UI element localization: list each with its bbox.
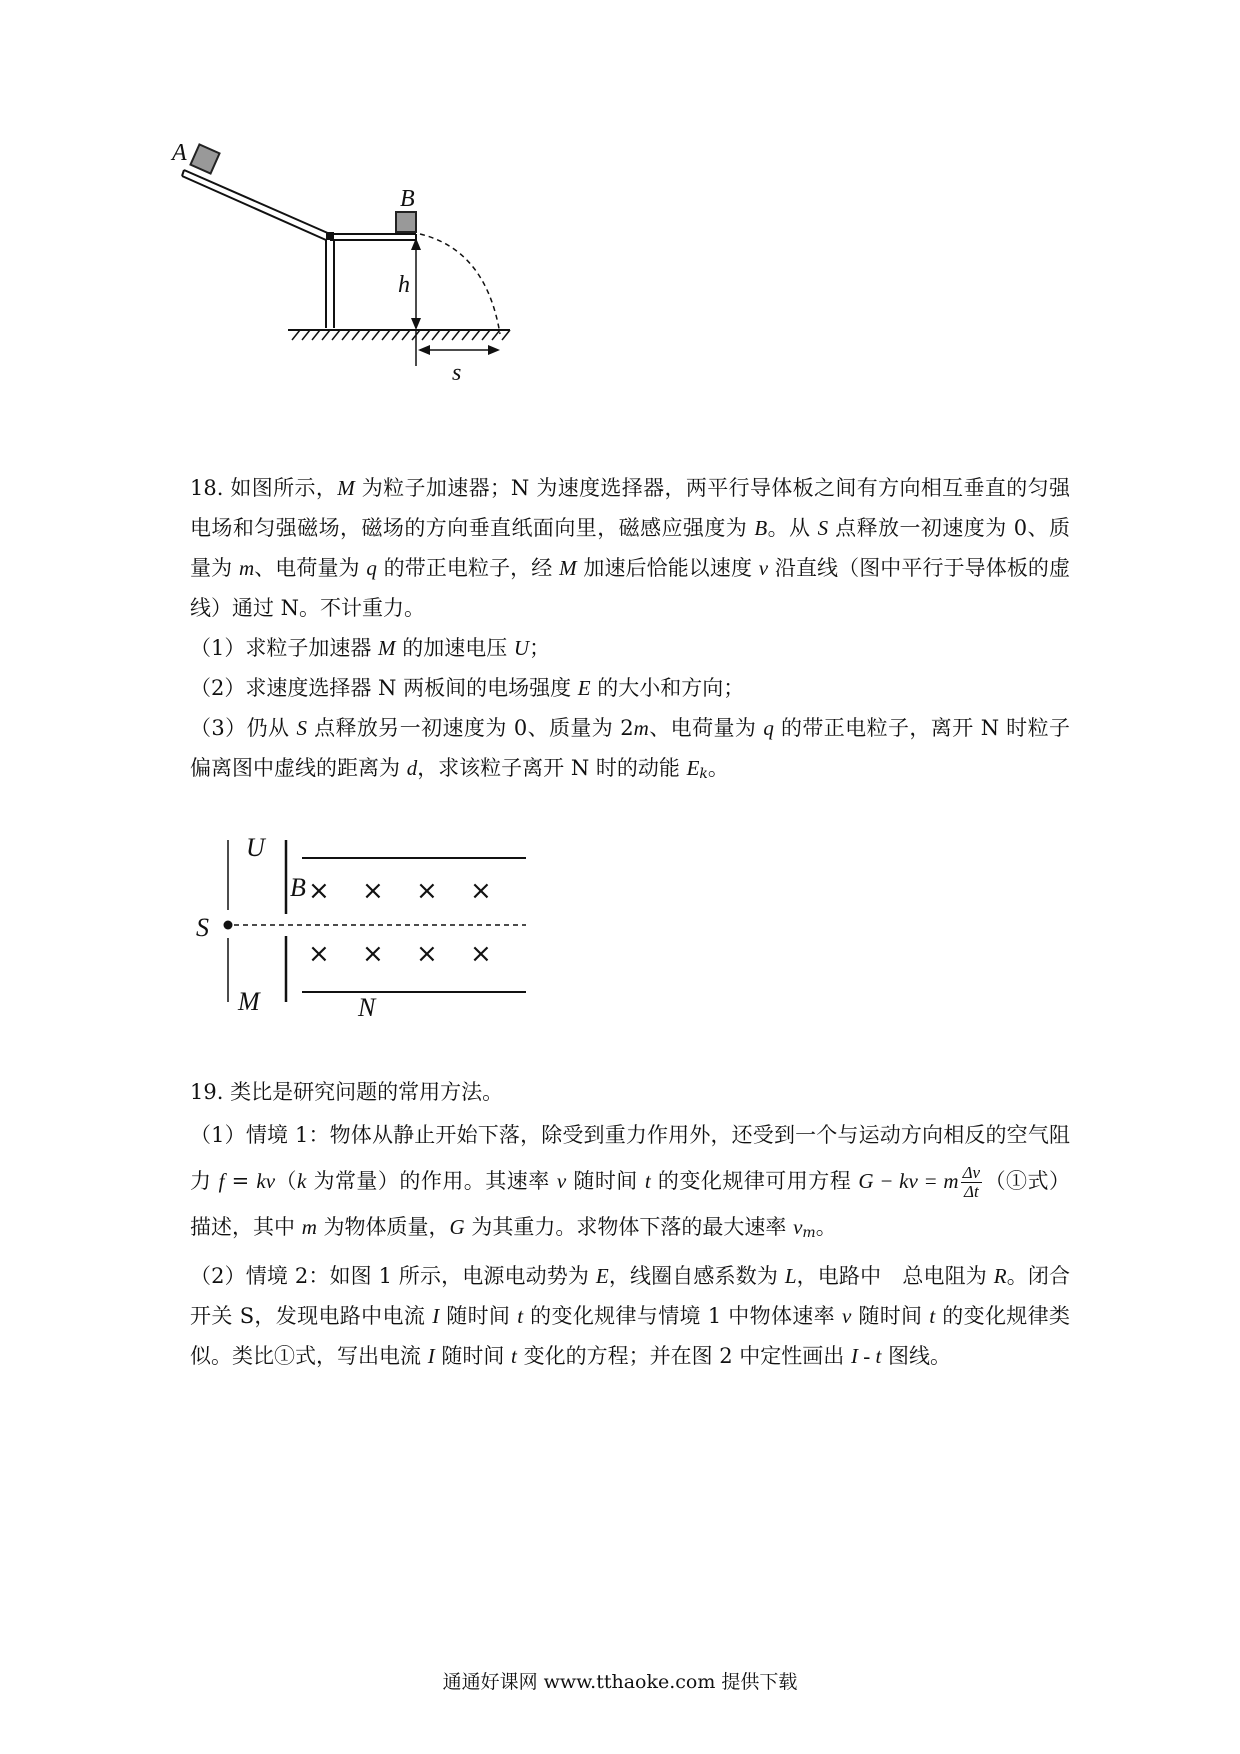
field-cross: × bbox=[308, 876, 330, 906]
velocity-selector-figure bbox=[190, 826, 550, 1032]
field-cross: × bbox=[470, 876, 492, 906]
q18-part-1: （1）求粒子加速器 M 的加速电压 U； bbox=[190, 636, 551, 660]
field-cross: × bbox=[416, 876, 438, 906]
page-footer: 通通好课网 www.tthaoke.com 提供下载 bbox=[442, 1671, 798, 1693]
question-18 bbox=[190, 468, 1070, 794]
ramp-projectile-figure bbox=[170, 130, 590, 420]
label-b: B bbox=[400, 186, 415, 212]
question-19 bbox=[190, 1072, 1070, 1376]
field-cross: × bbox=[362, 939, 384, 969]
label-h: h bbox=[398, 272, 410, 298]
q19-part-1: （1）情境 1：物体从静止开始下落，除受到重力作用外，还受到一个与运动方向相反的空气阻力 f = kv（k 为常量）的作用。其速率 v 随时间 t 的变化规律可用方程 G − kv = m $\frac{\Delta v}{\Delta t}$ （①式）描述，其中 m 为物体质量，G 为其重力。求物体下落的最大速率 vm。 bbox=[190, 1123, 1070, 1241]
q19-part-2: （2）情境 2：如图 1 所示，电源电动势为 E，线圈自感系数为 L，电路中 总电阻为 R。闭合开关 S，发现电路中电流 I 随时间 t 的变化规律与情境 1 中物体速率 v 随时间 t 的变化规律类似。类比①式，写出电流 I 随时间 t 变化的方程；并在图 2 中定性画出 I - t 图线。 bbox=[190, 1264, 1070, 1368]
q19-stem: 19. 类比是研究问题的常用方法。 bbox=[190, 1080, 504, 1104]
field-cross: × bbox=[362, 876, 384, 906]
q18-part-3: （3）仍从 S 点释放另一初速度为 0、质量为 2m、电荷量为 q 的带正电粒子，离开 N 时粒子偏离图中虚线的距离为 d，求该粒子离开 N 时的动能 Ek。 bbox=[190, 716, 1070, 782]
fraction-dv-dt: $\frac{\Delta v}{\Delta t}$ bbox=[962, 1163, 981, 1201]
label-s: s bbox=[452, 360, 462, 386]
q18-stem: 18. 如图所示，M 为粒子加速器；N 为速度选择器，两平行导体板之间有方向相互垂直的匀强电场和匀强磁场，磁场的方向垂直纸面向里，磁感应强度为 B。从 S 点释放一初速度为 0、质量为 m、电荷量为 q 的带正电粒子，经 M 加速后恰能以速度 v 沿直线（图中平行于导体板的虚线）通过 N。不计重力。 bbox=[190, 476, 1070, 620]
label-a: A bbox=[172, 140, 187, 166]
label-m: M bbox=[238, 987, 260, 1016]
label-n: N bbox=[358, 993, 376, 1022]
label-s: S bbox=[196, 913, 209, 942]
label-b: B bbox=[290, 873, 306, 902]
field-cross: × bbox=[470, 939, 492, 969]
field-cross: × bbox=[308, 939, 330, 969]
label-u: U bbox=[246, 833, 265, 862]
q18-part-2: （2）求速度选择器 N 两板间的电场强度 E 的大小和方向； bbox=[190, 676, 745, 700]
field-cross: × bbox=[416, 939, 438, 969]
